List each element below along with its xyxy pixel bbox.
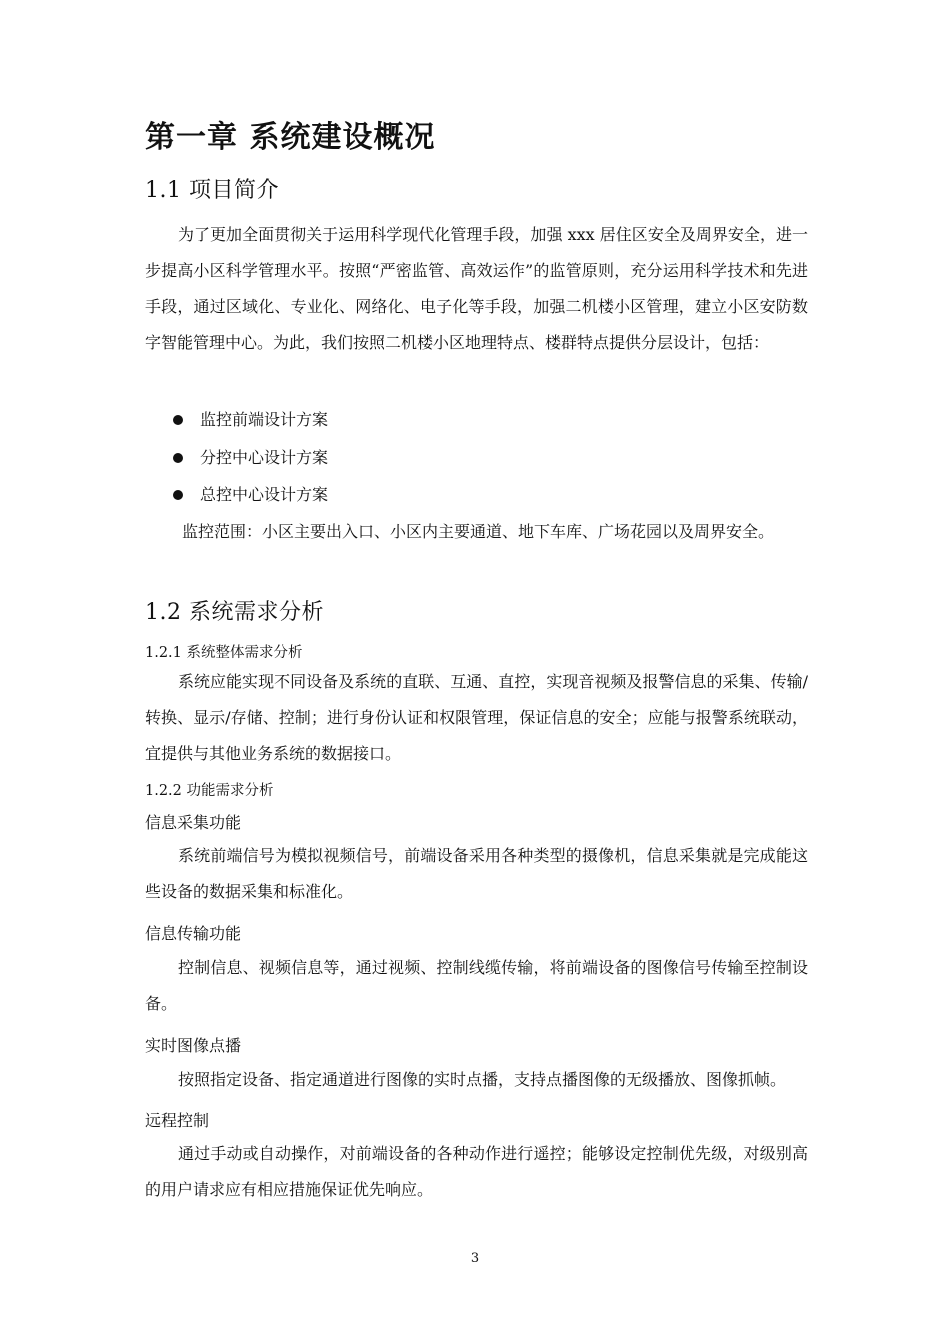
function-text-remote: 通过手动或自动操作，对前端设备的各种动作进行遥控；能够设定控制优先级，对级别高的用户请求应有相应措施保证优先响应。 — [145, 1144, 808, 1199]
page-number: 3 — [470, 1251, 480, 1266]
bullet-icon — [173, 490, 183, 500]
intro-paragraph: 为了更加全面贯彻关于运用科学现代化管理手段，加强 xxx 居住区安全及周界安全，进一步提高小区科学管理水平。按照“严密监管、高效运作”的监管原则，充分运用科学技术和先进手段，通过区域化、专业化、网络化、电子化等手段，加强二机楼小区管理，建立小区安防数字智能管理中心。为此，我们按照二机楼小区地理特点、楼群特点提供分层设计，包括： — [145, 225, 808, 352]
section-heading-1-2: 1.2 系统需求分析 — [145, 600, 324, 625]
function-label-transmission: 信息传输功能 — [145, 924, 242, 943]
function-text-realtime: 按照指定设备、指定通道进行图像的实时点播，支持点播图像的无级播放、图像抓帧。 — [178, 1070, 787, 1089]
design-plan-list — [145, 401, 808, 514]
list-item — [145, 476, 808, 514]
function-label-realtime: 实时图像点播 — [145, 1036, 242, 1055]
monitoring-scope: 监控范围：小区主要出入口、小区内主要通道、地下车库、广场花园以及周界安全。 — [182, 522, 775, 541]
subsection-heading-1-2-2: 1.2.2 功能需求分析 — [145, 783, 274, 799]
bullet-icon — [173, 415, 183, 425]
subsection-heading-1-2-1: 1.2.1 系统整体需求分析 — [145, 645, 303, 661]
list-item — [145, 401, 808, 439]
function-text-transmission: 控制信息、视频信息等，通过视频、控制线缆传输，将前端设备的图像信号传输至控制设备。 — [145, 958, 808, 1013]
section-heading-1-1: 1.1 项目简介 — [145, 178, 279, 203]
list-item-label: 监控前端设计方案 — [200, 410, 329, 429]
function-label-collection: 信息采集功能 — [145, 813, 242, 832]
function-label-remote: 远程控制 — [145, 1111, 210, 1130]
list-item-label: 总控中心设计方案 — [200, 485, 329, 504]
bullet-icon — [173, 453, 183, 463]
list-item — [145, 439, 808, 477]
overall-requirements-paragraph: 系统应能实现不同设备及系统的直联、互通、直控，实现音视频及报警信息的采集、传输/转换、显示/存储、控制；进行身份认证和权限管理，保证信息的安全；应能与报警系统联动，宜提供与其他业务系统的数据接口。 — [145, 672, 808, 763]
function-text-collection: 系统前端信号为模拟视频信号，前端设备采用各种类型的摄像机，信息采集就是完成能这些设备的数据采集和标准化。 — [145, 846, 808, 901]
chapter-title: 第一章 系统建设概况 — [145, 120, 436, 155]
list-item-label: 分控中心设计方案 — [200, 447, 329, 467]
